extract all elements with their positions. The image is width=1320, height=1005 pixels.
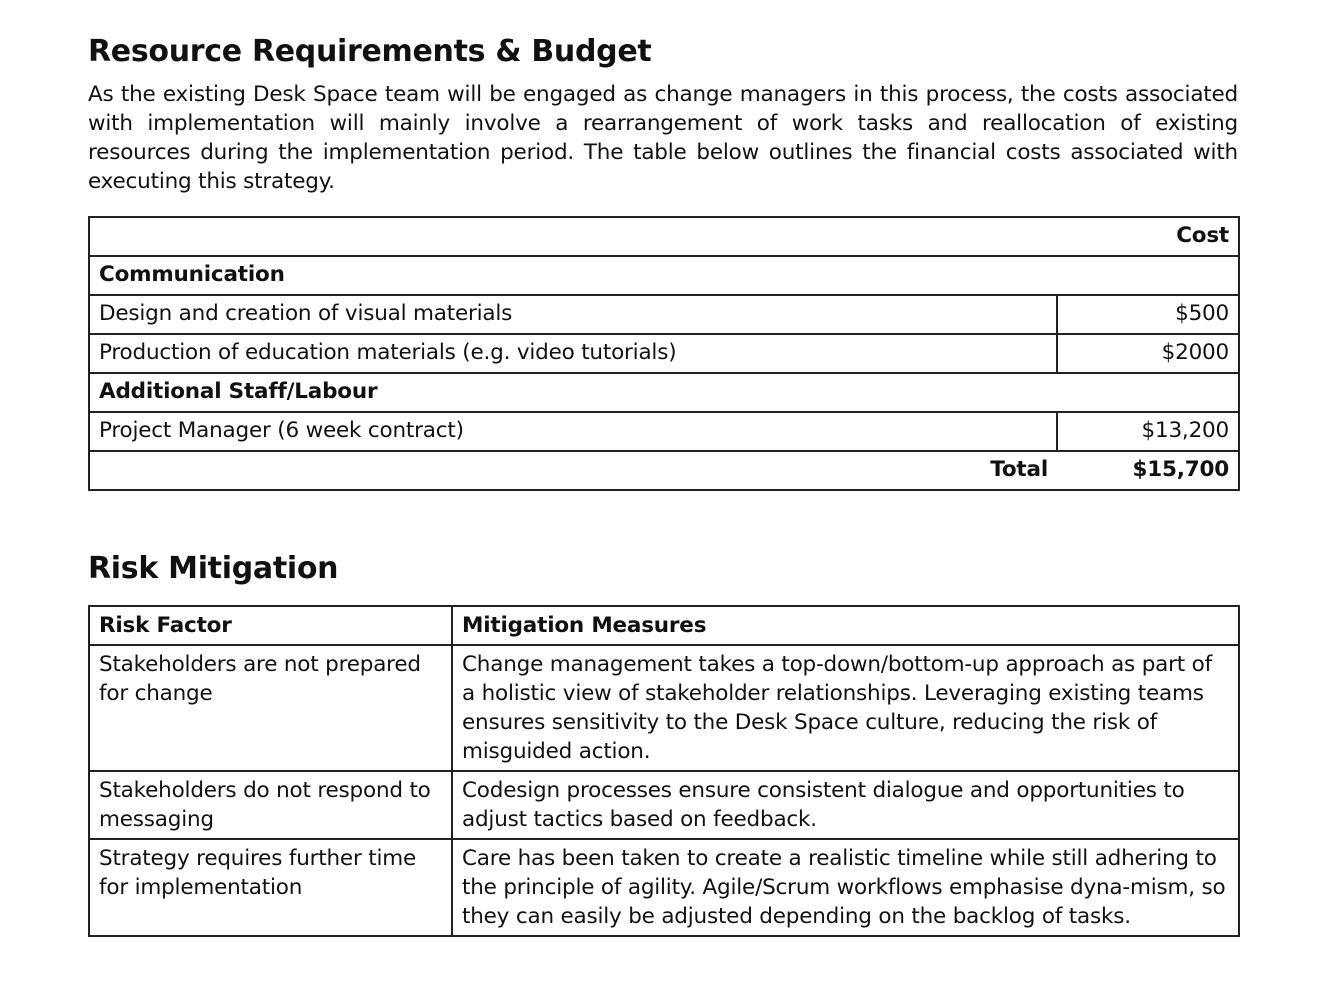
budget-table [88, 216, 1240, 491]
risk-table [88, 605, 1240, 937]
budget-item: Project Manager (6 week contract) [89, 412, 1057, 451]
risk-header-row [89, 606, 1239, 645]
budget-cost: $500 [1057, 295, 1239, 334]
budget-item: Production of education materials (e.g. video tutorials) [89, 334, 1057, 373]
mitigation-measures-header: Mitigation Measures [452, 606, 1239, 645]
budget-section-title: Resource Requirements & Budget [88, 34, 652, 69]
budget-intro-paragraph: As the existing Desk Space team will be engaged as change managers in this process, the costs associated with implementation will mainly involve a rearrangement of work tasks and reallocation of existing resources during the implementation period. The table below outlines the financial costs associated with executing this strategy. [88, 82, 1238, 194]
budget-cost: $13,200 [1057, 412, 1239, 451]
total-value: $15,700 [1057, 451, 1239, 490]
group-staff-label: Additional Staff/Labour [89, 373, 1239, 412]
budget-row [89, 295, 1239, 334]
budget-row [89, 412, 1239, 451]
document-page [88, 30, 1238, 937]
risk-factor: Stakeholders do not respond to messaging [89, 771, 452, 839]
budget-total-row [89, 451, 1239, 490]
mitigation-measure: Codesign processes ensure consistent dialogue and opportunities to adjust tactics based on feedback. [452, 771, 1239, 839]
risk-row [89, 645, 1239, 771]
risk-factor-header: Risk Factor [89, 606, 452, 645]
budget-header-row [89, 217, 1239, 256]
group-communication-label: Communication [89, 256, 1239, 295]
risk-factor: Strategy requires further time for implementation [89, 839, 452, 936]
risk-row [89, 771, 1239, 839]
mitigation-measure: Change management takes a top-down/bottom-up approach as part of a holistic view of stakeholder relationships. Leveraging existing teams ensures sensitivity to the Desk Space culture, reducing the risk of misguided action. [452, 645, 1239, 771]
budget-cost: $2000 [1057, 334, 1239, 373]
budget-row [89, 334, 1239, 373]
risk-row [89, 839, 1239, 936]
risk-section-title: Risk Mitigation [88, 551, 339, 586]
budget-item: Design and creation of visual materials [89, 295, 1057, 334]
budget-group-row [89, 256, 1239, 295]
budget-group-row [89, 373, 1239, 412]
risk-factor: Stakeholders are not prepared for change [89, 645, 452, 771]
mitigation-measure: Care has been taken to create a realistic timeline while still adhering to the principle of agility. Agile/Scrum workflows emphasise dyna-mism, so they can easily be adjusted depending on the backlog of tasks. [452, 839, 1239, 936]
cost-column-header: Cost [89, 217, 1239, 256]
total-label: Total [89, 451, 1057, 490]
